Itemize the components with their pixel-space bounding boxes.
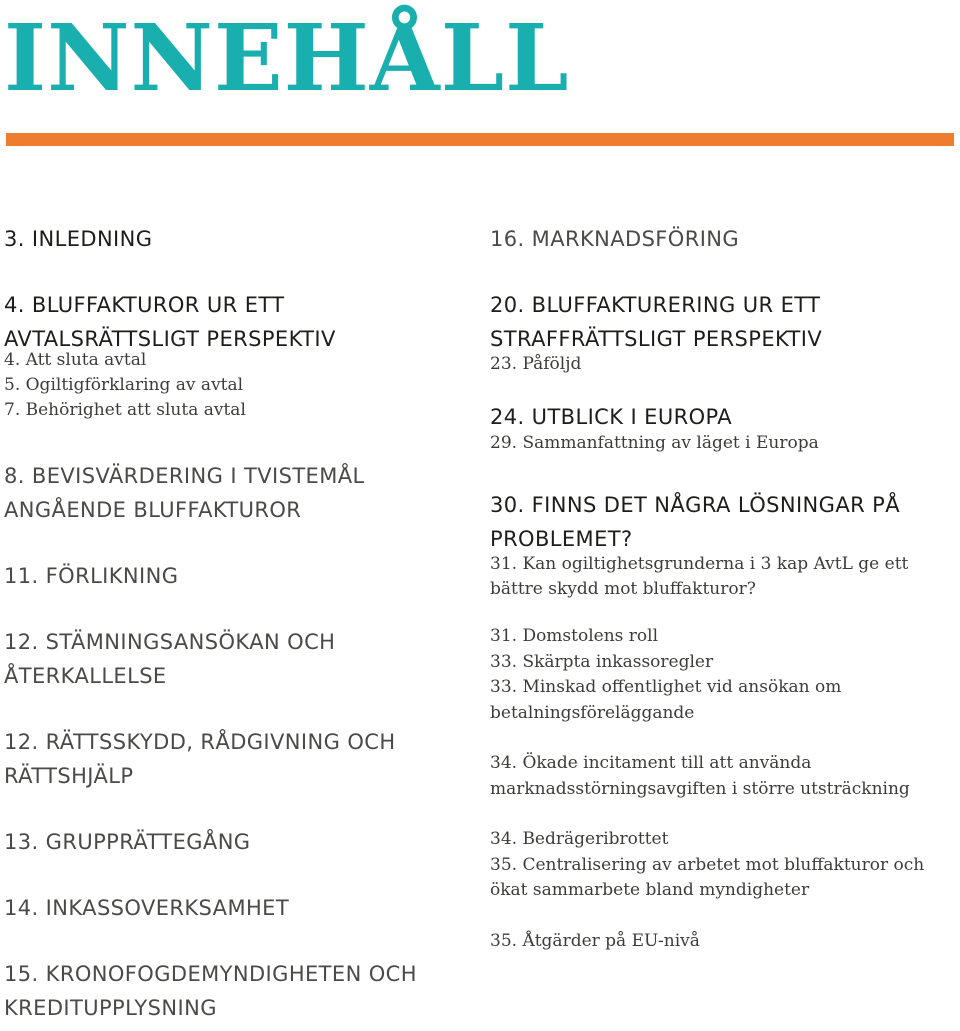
page-title: INNEHÅLL <box>4 4 570 112</box>
toc-heading: AVTALSRÄTTSLIGT PERSPEKTIV <box>4 327 336 351</box>
toc-heading: 11. FÖRLIKNING <box>4 564 179 588</box>
toc-entry[interactable] <box>4 288 474 423</box>
toc-entry[interactable] <box>490 488 955 602</box>
toc-heading: 8. BEVISVÄRDERING I TVISTEMÅL <box>4 464 365 488</box>
toc-heading: 13. GRUPPRÄTTEGÅNG <box>4 830 251 854</box>
toc-heading: 12. RÄTTSSKYDD, RÅDGIVNING OCH <box>4 730 396 754</box>
toc-entry[interactable] <box>490 222 955 256</box>
toc-entry[interactable] <box>490 751 955 802</box>
toc-subitem: 5. Ogiltigförklaring av avtal <box>4 375 244 395</box>
toc-heading: 30. FINNS DET NÅGRA LÖSNINGAR PÅ <box>490 493 900 517</box>
toc-entry[interactable] <box>490 288 955 377</box>
toc-heading: RÄTTSHJÄLP <box>4 764 134 788</box>
toc-subitem: betalningsföreläggande <box>490 702 695 723</box>
toc-subitem: 31. Domstolens roll <box>490 626 659 646</box>
toc-subitem: marknadsstörningsavgiften i större utsträckning <box>490 778 910 799</box>
toc-subitem: 29. Sammanfattning av läget i Europa <box>490 433 819 453</box>
toc-entry[interactable] <box>490 827 955 904</box>
toc-heading: KREDITUPPLYSNING <box>4 996 217 1020</box>
toc-heading: 16. MARKNADSFÖRING <box>490 227 740 251</box>
toc-subitem: 7. Behörighet att sluta avtal <box>4 400 246 420</box>
toc-subitem: 34. Bedrägeribrottet <box>490 829 669 849</box>
toc-entry[interactable] <box>4 825 474 859</box>
toc-heading: STRAFFRÄTTSLIGT PERSPEKTIV <box>490 327 823 351</box>
toc-subitem: 35. Centralisering av arbetet mot bluffakturor och <box>490 854 925 875</box>
toc-heading: 4. BLUFFAKTUROR UR ETT <box>4 293 285 317</box>
toc-heading: 3. INLEDNING <box>4 227 153 251</box>
toc-heading: 24. UTBLICK I EUROPA <box>490 405 732 429</box>
toc-heading: ÅTERKALLELSE <box>4 664 167 688</box>
toc-entry[interactable] <box>4 957 474 1025</box>
toc-subitem: 35. Åtgärder på EU-nivå <box>490 930 700 951</box>
toc-entry[interactable] <box>4 559 474 593</box>
toc-left-column <box>4 222 474 1025</box>
toc-subitem: 34. Ökade incitament till att använda <box>490 753 812 773</box>
toc-subitem: 31. Kan ogiltighetsgrunderna i 3 kap AvtL ge ett <box>490 554 909 574</box>
toc-entry[interactable] <box>490 403 955 456</box>
toc-heading: 14. INKASSOVERKSAMHET <box>4 896 290 920</box>
toc-subitem: 33. Minskad offentlighet vid ansökan om <box>490 677 842 697</box>
toc-heading: 15. KRONOFOGDEMYNDIGHETEN OCH <box>4 962 417 986</box>
toc-entry[interactable] <box>490 929 955 955</box>
toc-entry[interactable] <box>4 625 474 693</box>
orange-divider <box>6 133 954 146</box>
toc-subitem: bättre skydd mot bluffakturor? <box>490 579 756 599</box>
toc-subitem: 4. Att sluta avtal <box>4 350 147 370</box>
toc-heading: ANGÅENDE BLUFFAKTUROR <box>4 498 302 522</box>
toc-entry[interactable] <box>4 891 474 925</box>
toc-entry[interactable] <box>4 222 474 256</box>
toc-heading: 12. STÄMNINGSANSÖKAN OCH <box>4 630 336 654</box>
toc-subitem: ökat sammarbete bland myndigheter <box>490 880 810 900</box>
toc-heading: PROBLEMET? <box>490 527 633 551</box>
toc-entry[interactable] <box>4 459 474 527</box>
toc-entry[interactable] <box>490 624 955 726</box>
toc-right-column <box>490 222 955 954</box>
toc-subitem: 23. Påföljd <box>490 354 582 374</box>
toc-subitem: 33. Skärpta inkassoregler <box>490 651 714 672</box>
toc-entry[interactable] <box>4 725 474 793</box>
toc-heading: 20. BLUFFAKTURERING UR ETT <box>490 293 821 317</box>
